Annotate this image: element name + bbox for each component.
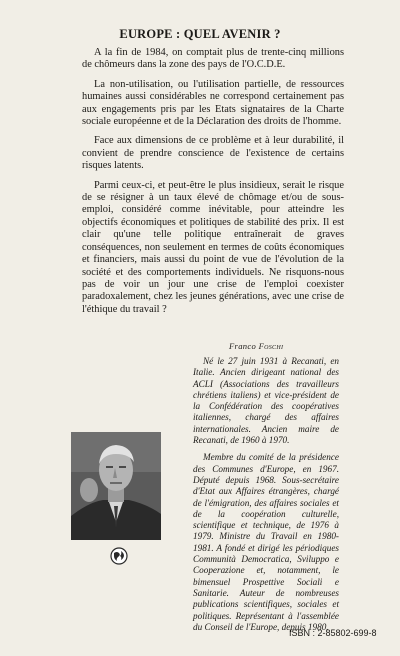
author-portrait-icon: [71, 432, 161, 540]
isbn-label: ISBN : 2-85802-699-8: [289, 628, 377, 638]
blurb-text: [82, 47, 344, 323]
author-name: [229, 341, 283, 351]
author-photo: [71, 432, 161, 540]
globe-logo-icon: [110, 547, 128, 565]
page-title: EUROPE : QUEL AVENIR ?: [119, 27, 281, 41]
bio-paragraph-2: Membre du comité de la présidence des Communes d'Europe, en 1967. Député depuis 1968. Sous-secrétaire d'Etat aux Affaires étrangères, chargé de l'émigration, des affaires sociales et de la coopération culturelle, scientifique et technique, de 1976 à 1979. Ministre du Travail en 1980-1981. A fondé et dirigé les périodiques Communità Democratica, Sviluppo e Cooperazione et, notamment, le bimensuel Prospettive Sociali e Sanitarie. Auteur de nombreuses publications scientifiques, sociales et politiques. Représentant à l'assemblée du Conseil de l'Europe, depuis 1980.: [193, 452, 339, 632]
author-first-name: Franco: [229, 341, 257, 351]
blurb-paragraph-1: A la fin de 1984, on comptait plus de trente-cinq millions de chômeurs dans la zone des pays de l'O.C.D.E.: [82, 47, 344, 71]
blurb-paragraph-4: Parmi ceux-ci, et peut-être le plus insidieux, serait le risque de se résigner à un taux élevé de chômage et/ou de sous-emploi, considéré comme inévitable, pour atteindre les objectifs économiques et politiques de stabilité des prix. Il est clair qu'une telle politique entraînerait de graves conséquences, non seulement en termes de coûts économiques et financiers, mais aussi du point de vue de l'évolution de la société et des comportements individuels. Ne risquons-nous pas de voir un jour une crise de l'emploi coexister paradoxalement, chez les jeunes générations, avec une crise de l'éthique du travail ?: [82, 179, 344, 315]
blurb-paragraph-2: La non-utilisation, ou l'utilisation partielle, de ressources humaines aussi considérables ne correspond certainement pas aux engagements pris par les Etats signataires de la Charte sociale européenne et de la Déclaration des droits de l'homme.: [82, 78, 344, 128]
author-bio: [193, 356, 339, 639]
author-last-name: Foschi: [258, 341, 284, 351]
blurb-paragraph-3: Face aux dimensions de ce problème et à leur durabilité, il convient de prendre conscience de l'existence de certains risques latents.: [82, 135, 344, 172]
bio-paragraph-1: Né le 27 juin 1931 à Recanati, en Italie. Ancien dirigeant national des ACLI (Associations des travailleurs chrétiens italiens) et vice-président de la Confédération des coopératives italiennes, chargé des affaires internationales. Ancien maire de Recanati, de 1960 à 1970.: [193, 356, 339, 446]
